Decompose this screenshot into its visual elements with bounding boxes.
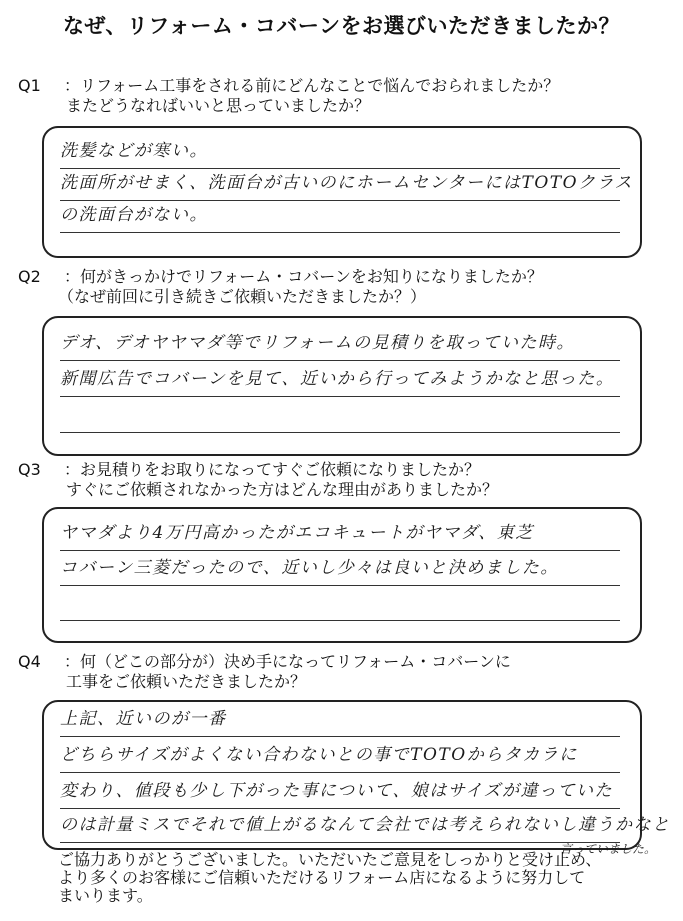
question-text: 工事をご依頼いただきましたか？	[66, 672, 307, 691]
handwritten-note: 言っていました。	[560, 842, 657, 856]
answer-line: どちらサイズがよくない合わないとの事でTOTOからタカラに	[60, 740, 620, 773]
answer-line	[60, 200, 620, 201]
answer-line: 上記、近いのが一番	[60, 704, 620, 737]
answer-line: のは計量ミスでそれで値上がるなんて会社では考えられないし違うかなと	[60, 810, 620, 843]
answer-line: 新聞広告でコバーンを見て、近いから行ってみようかなと思った。	[60, 364, 620, 397]
question-number: Q3	[18, 460, 41, 479]
answer-line	[60, 588, 620, 621]
answer-line: 洗髪などが寒い。	[60, 136, 620, 169]
answer-line	[60, 400, 620, 433]
question-text: すぐにご依頼されなかった方はどんな理由がありましたか？	[66, 480, 499, 499]
answer-line: の洗面台がない。	[60, 200, 620, 233]
page-title: なぜ、リフォーム・コバーンをお選びいただきましたか？	[63, 14, 620, 38]
closing-line: まいります。	[58, 886, 153, 905]
question-2	[18, 267, 543, 307]
closing-line: ご協力ありがとうございました。いただいたご意見をしっかりと受け止め、	[58, 850, 602, 869]
answer-line: デオ、デオヤヤマダ等でリフォームの見積りを取っていた時。	[60, 328, 620, 361]
question-text: ：お見積りをお取りになってすぐご依頼になりましたか？	[64, 460, 481, 479]
question-text: またどうなればいいと思っていましたか？	[66, 96, 371, 115]
closing-line: より多くのお客様にご信頼いただけるリフォーム店になるように努力して	[58, 868, 586, 887]
answer-line: 変わり、値段も少し下がった事について、娘はサイズが違っていた	[60, 776, 620, 809]
answer-line: ヤマダより4万円高かったがエコキュートがヤマダ、東芝	[60, 518, 620, 551]
question-text: ：何（どこの部分が）決め手になってリフォーム・コバーンに	[64, 652, 511, 671]
question-4	[18, 652, 511, 692]
question-text: ：何がきっかけでリフォーム・コバーンをお知りになりましたか？	[64, 267, 543, 286]
closing-message	[58, 851, 601, 905]
question-text: （なぜ前回に引き続きご依頼いただきましたか？）	[58, 287, 427, 306]
question-text: ：リフォーム工事をされる前にどんなことで悩んでおられましたか？	[64, 76, 560, 95]
question-3	[18, 460, 498, 500]
question-1	[18, 76, 559, 116]
question-number: Q2	[18, 267, 41, 286]
answer-line: 洗面所がせまく、洗面台が古いのにホームセンターにはTOTOクラス	[60, 168, 620, 201]
question-number: Q1	[18, 76, 41, 95]
answer-line: コバーン三菱だったので、近いし少々は良いと決めました。	[60, 553, 620, 586]
question-number: Q4	[18, 652, 41, 671]
